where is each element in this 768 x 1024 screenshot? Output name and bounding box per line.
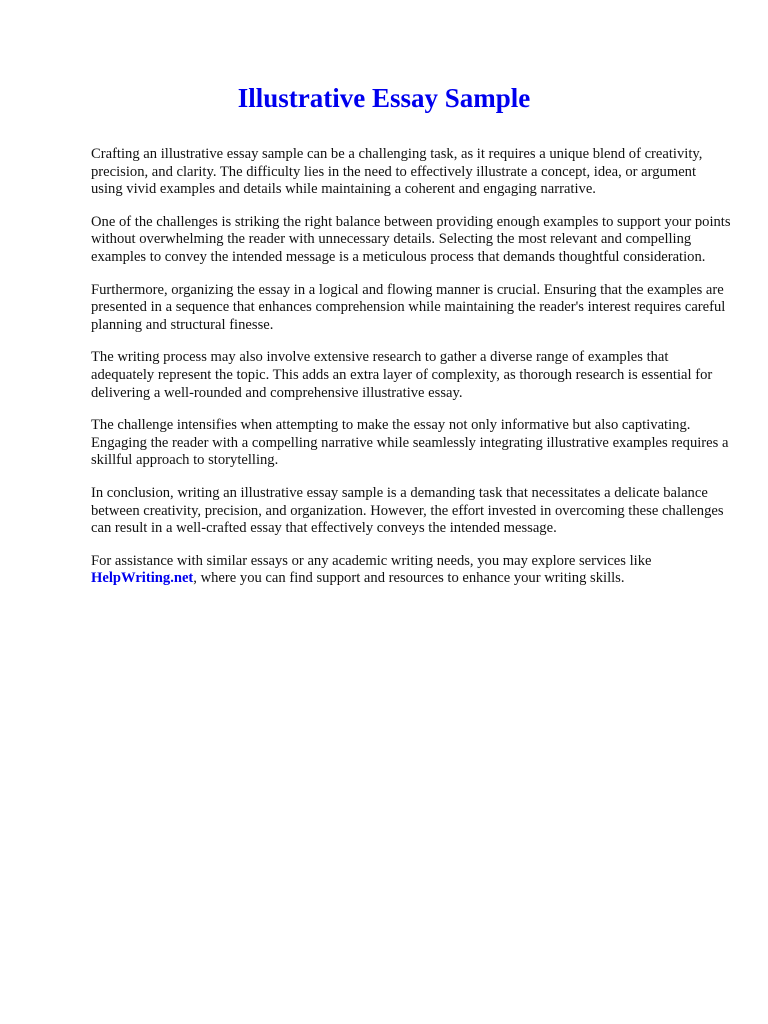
essay-body <box>91 146 731 603</box>
page-title: Illustrative Essay Sample <box>237 83 531 113</box>
closing-text-before-link: For assistance with similar essays or any academic writing needs, you may explore services like <box>91 552 652 569</box>
paragraph-closing <box>91 553 731 588</box>
closing-text-after-link: , where you can find support and resources to enhance your writing skills. <box>193 570 625 587</box>
paragraph-balance: One of the challenges is striking the right balance between providing enough examples to support your points without overwhelming the reader with unnecessary details. Selecting the most relevant and compelling examples to convey the intended message is a meticulous process that demands thoughtful consideration. <box>91 213 731 265</box>
helpwriting-link[interactable]: HelpWriting.net <box>91 570 194 587</box>
paragraph-conclusion: In conclusion, writing an illustrative essay sample is a demanding task that necessitates a delicate balance between creativity, precision, and organization. However, the effort invested in overcoming these challenges can result in a well-crafted essay that effectively conveys the intended message. <box>91 484 724 537</box>
paragraph-research: The writing process may also involve extensive research to gather a diverse range of examples that adequately represent the topic. This adds an extra layer of complexity, as thorough research is essential for delivering a well-rounded and comprehensive illustrative essay. <box>91 349 713 401</box>
paragraph-intro: Crafting an illustrative essay sample can be a challenging task, as it requires a unique blend of creativity, precision, and clarity. The difficulty lies in the need to effectively illustrate a concept, idea, or argument using vivid examples and details while maintaining a coherent and engaging narrative. <box>91 146 703 198</box>
paragraph-organization: Furthermore, organizing the essay in a logical and flowing manner is crucial. Ensuring that the examples are presented in a sequence that enhances comprehension while maintaining the reader's interest requires careful planning and structural finesse. <box>91 281 726 333</box>
paragraph-captivating: The challenge intensifies when attempting to make the essay not only informative but also captivating. Engaging the reader with a compelling narrative while seamlessly integrating illustrative examples requires a skillful approach to storytelling. <box>91 417 729 469</box>
